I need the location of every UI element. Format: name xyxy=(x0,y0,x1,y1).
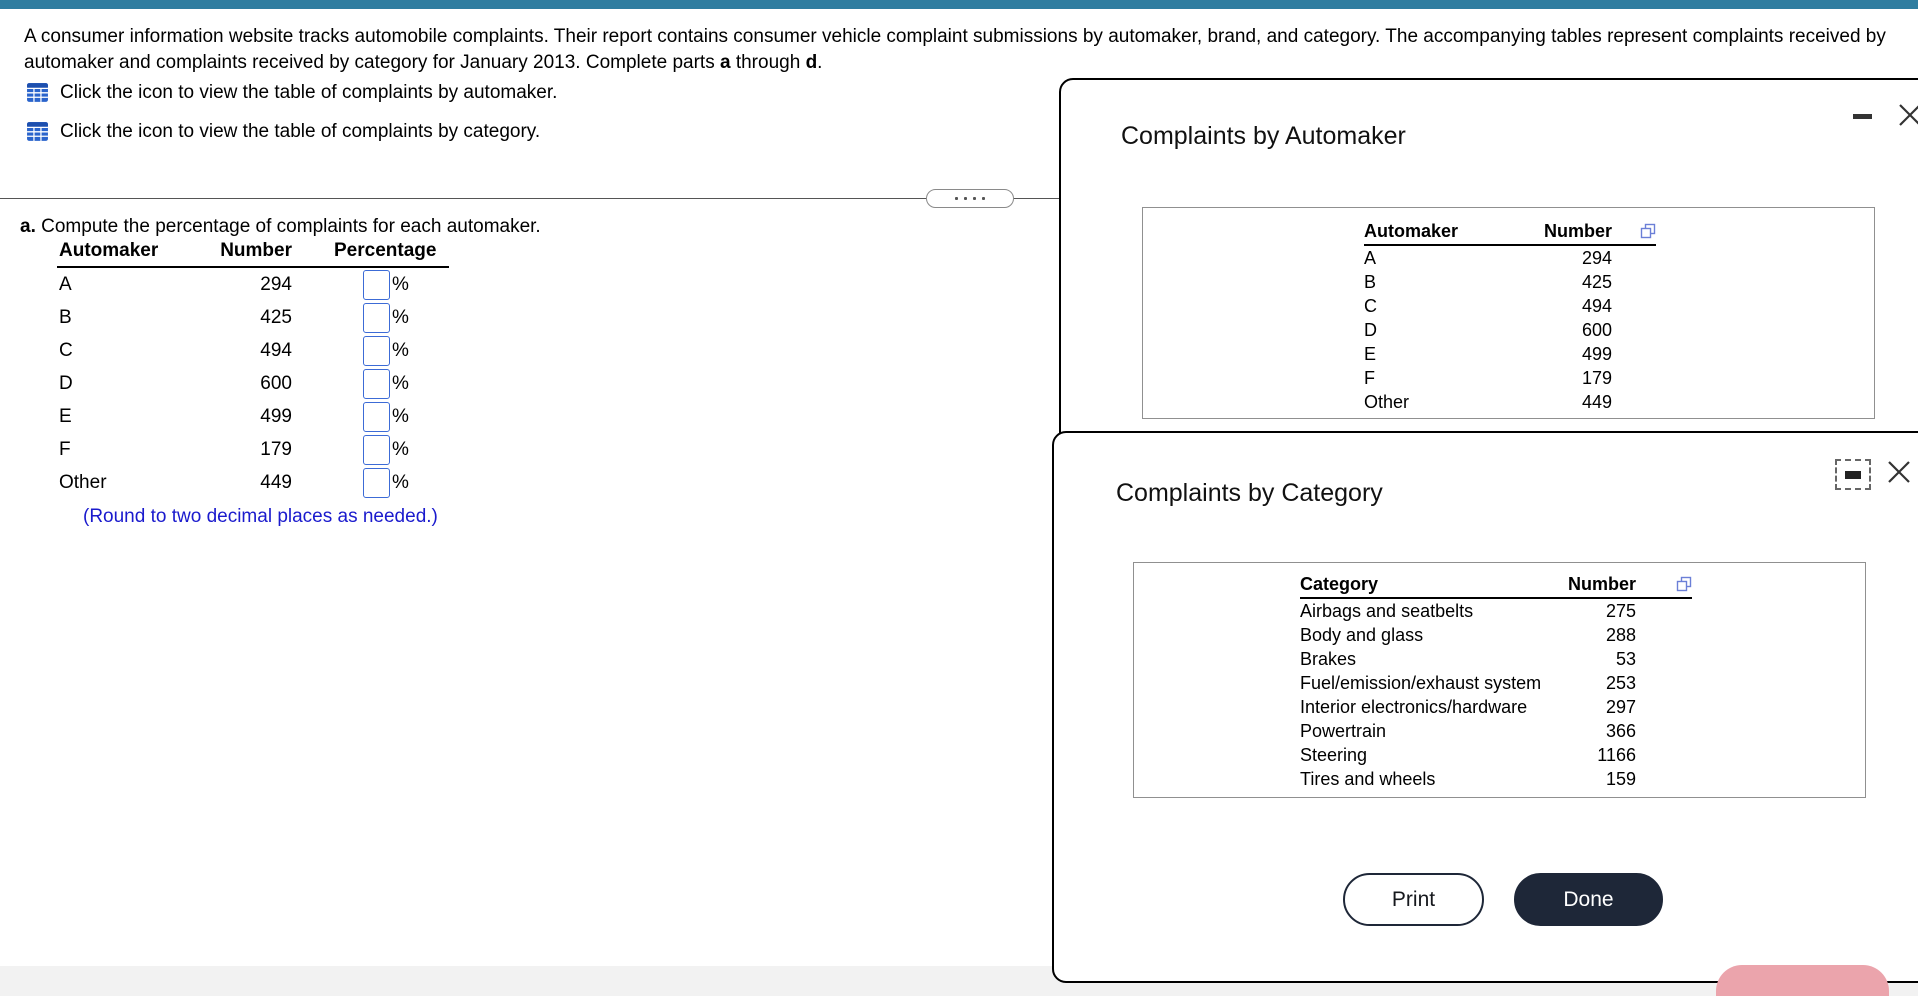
percentage-input[interactable] xyxy=(363,303,390,333)
minimize-bar xyxy=(1845,471,1861,479)
automaker-label: B xyxy=(59,306,72,328)
category-name: Fuel/emission/exhaust system xyxy=(1300,672,1542,693)
table-row xyxy=(1300,671,1692,695)
automaker-number: 494 xyxy=(1581,295,1612,316)
drag-dot xyxy=(955,197,958,200)
table-row xyxy=(1300,599,1692,623)
rounding-hint: (Round to two decimal places as needed.) xyxy=(83,506,438,527)
header-number: Number xyxy=(220,240,292,261)
automaker-label: Other xyxy=(59,471,107,493)
complaint-count: 425 xyxy=(260,306,292,328)
table-row xyxy=(1364,294,1656,318)
table-row xyxy=(1364,246,1656,270)
automaker-label: A xyxy=(59,273,72,295)
category-name: Powertrain xyxy=(1300,720,1387,741)
table-row xyxy=(1300,719,1692,743)
col-category: Category xyxy=(1300,573,1379,594)
copy-table-icon[interactable] xyxy=(1640,223,1656,239)
section-divider xyxy=(0,198,1068,199)
automaker-label: F xyxy=(59,438,71,460)
category-number: 366 xyxy=(1605,720,1636,741)
complaint-count: 494 xyxy=(260,339,292,361)
automaker-name: C xyxy=(1364,295,1377,316)
automaker-label: E xyxy=(59,405,72,427)
answer-row xyxy=(57,301,449,334)
problem-statement-end: . xyxy=(817,51,823,73)
popup-button-row xyxy=(1054,873,1918,926)
col-number: Number xyxy=(1567,573,1636,594)
automaker-number: 449 xyxy=(1581,391,1612,412)
automaker-number: 179 xyxy=(1581,367,1612,388)
table-row xyxy=(1364,366,1656,390)
automaker-number: 294 xyxy=(1581,247,1612,268)
print-button[interactable]: Print xyxy=(1343,873,1484,926)
percent-sign: % xyxy=(392,306,409,328)
table-row xyxy=(1300,623,1692,647)
automaker-name: E xyxy=(1364,343,1377,364)
table-row xyxy=(1300,743,1692,767)
automaker-label: C xyxy=(59,339,73,361)
category-name: Steering xyxy=(1300,744,1368,765)
problem-statement-text: A consumer information website tracks automobile complaints. Their report contains consumer vehicle complaint submissions by automaker, brand, and category. The accompanying tables represent complaints received by automaker and complaints received by category for January 2013. Complete parts xyxy=(24,26,1886,73)
table-row xyxy=(1364,318,1656,342)
divider-drag-handle[interactable] xyxy=(926,189,1014,208)
percent-sign: % xyxy=(392,471,409,493)
category-popup-title: Complaints by Category xyxy=(1116,479,1383,507)
category-table-link xyxy=(26,120,540,143)
table-row xyxy=(1364,342,1656,366)
answer-row xyxy=(57,400,449,433)
percentage-input[interactable] xyxy=(363,468,390,498)
category-popup xyxy=(1052,431,1918,983)
automaker-number: 600 xyxy=(1581,319,1612,340)
automaker-name: A xyxy=(1364,247,1377,268)
category-table xyxy=(1300,573,1692,791)
category-name: Body and glass xyxy=(1300,624,1424,645)
minimize-icon[interactable] xyxy=(1835,459,1871,490)
category-name: Tires and wheels xyxy=(1300,768,1436,789)
col-automaker: Automaker xyxy=(1364,220,1459,241)
answer-table xyxy=(57,240,449,499)
problem-statement-mid: through xyxy=(730,51,806,73)
drag-dot xyxy=(973,197,976,200)
close-icon[interactable] xyxy=(1886,459,1912,485)
automaker-name: F xyxy=(1364,367,1375,388)
complaint-count: 179 xyxy=(260,438,292,460)
copy-table-icon[interactable] xyxy=(1676,576,1692,592)
percent-sign: % xyxy=(392,273,409,295)
category-number: 288 xyxy=(1605,624,1636,645)
part-ref-a: a xyxy=(719,51,731,73)
category-table-box xyxy=(1133,562,1866,798)
automaker-popup xyxy=(1059,78,1918,478)
automaker-table-link xyxy=(26,81,557,104)
minimize-bar xyxy=(1853,114,1872,119)
automaker-popup-title: Complaints by Automaker xyxy=(1121,122,1406,150)
category-number: 253 xyxy=(1605,672,1636,693)
percentage-input[interactable] xyxy=(363,435,390,465)
answer-row xyxy=(57,367,449,400)
table-icon[interactable] xyxy=(26,81,49,104)
table-icon[interactable] xyxy=(26,120,49,143)
category-link-label: Click the icon to view the table of complaints by category. xyxy=(60,120,541,142)
percentage-input[interactable] xyxy=(363,336,390,366)
automaker-name: Other xyxy=(1364,391,1410,412)
automaker-number: 425 xyxy=(1581,271,1612,292)
table-row xyxy=(1300,695,1692,719)
top-accent-bar xyxy=(0,0,1918,9)
category-number: 275 xyxy=(1605,600,1636,621)
percentage-input[interactable] xyxy=(363,369,390,399)
table-row xyxy=(1300,647,1692,671)
drag-dot xyxy=(982,197,985,200)
answer-row xyxy=(57,466,449,499)
problem-statement xyxy=(24,24,1904,75)
drag-dot xyxy=(964,197,967,200)
percentage-input[interactable] xyxy=(363,402,390,432)
header-automaker: Automaker xyxy=(59,240,159,261)
automaker-number: 499 xyxy=(1581,343,1612,364)
category-table-header xyxy=(1300,573,1692,599)
automaker-label: D xyxy=(59,372,73,394)
header-percentage: Percentage xyxy=(334,240,437,261)
part-ref-d: d xyxy=(805,51,818,73)
complaint-count: 600 xyxy=(260,372,292,394)
table-row xyxy=(1364,270,1656,294)
percent-sign: % xyxy=(392,339,409,361)
part-a-label: a. xyxy=(20,216,36,237)
answer-row xyxy=(57,433,449,466)
automaker-link-label: Click the icon to view the table of complaints by automaker. xyxy=(60,81,558,103)
automaker-name: B xyxy=(1364,271,1377,292)
table-row xyxy=(1364,390,1656,414)
percentage-input[interactable] xyxy=(363,270,390,300)
col-number: Number xyxy=(1543,220,1612,241)
percent-sign: % xyxy=(392,372,409,394)
category-number: 1166 xyxy=(1597,744,1636,765)
pink-floating-element[interactable] xyxy=(1716,965,1889,996)
automaker-name: D xyxy=(1364,319,1377,340)
part-a-prompt xyxy=(20,216,541,238)
answer-row xyxy=(57,268,449,301)
percent-sign: % xyxy=(392,405,409,427)
category-number: 159 xyxy=(1605,768,1636,789)
automaker-table-header xyxy=(1364,220,1656,246)
complaint-count: 294 xyxy=(260,273,292,295)
automaker-table xyxy=(1364,220,1656,414)
minimize-icon[interactable] xyxy=(1853,108,1877,124)
part-a-question: Compute the percentage of complaints for each automaker. xyxy=(41,216,541,237)
category-number: 53 xyxy=(1615,648,1636,669)
percent-sign: % xyxy=(392,438,409,460)
table-row xyxy=(1300,767,1692,791)
category-name: Airbags and seatbelts xyxy=(1300,600,1474,621)
complaint-count: 449 xyxy=(260,471,292,493)
automaker-table-box xyxy=(1142,207,1875,419)
done-button[interactable]: Done xyxy=(1514,873,1663,926)
close-icon[interactable] xyxy=(1897,102,1918,128)
category-name: Interior electronics/hardware xyxy=(1300,696,1528,717)
answer-row xyxy=(57,334,449,367)
category-name: Brakes xyxy=(1300,648,1357,669)
answer-table-header xyxy=(57,240,449,268)
category-number: 297 xyxy=(1605,696,1636,717)
complaint-count: 499 xyxy=(260,405,292,427)
